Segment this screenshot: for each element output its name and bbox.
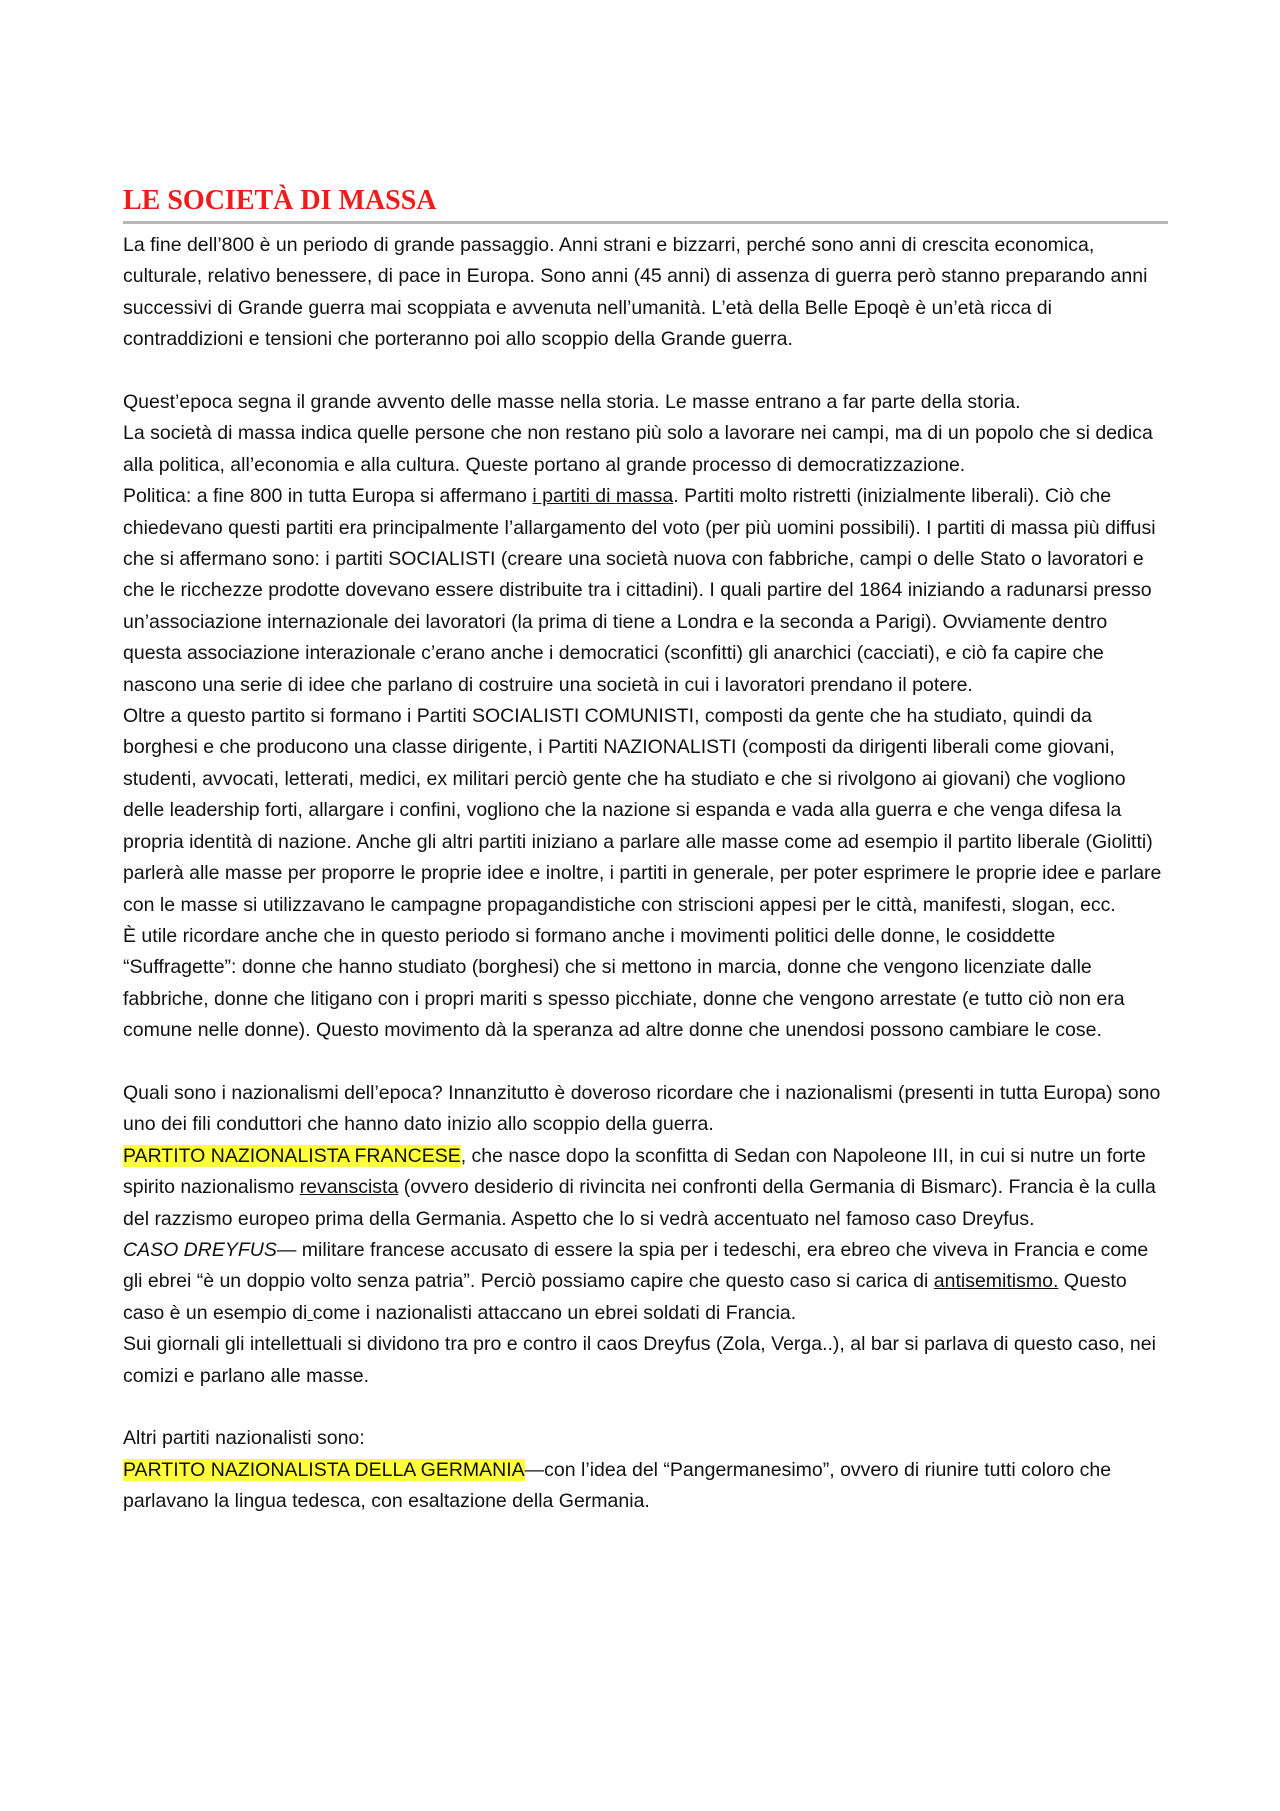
underlined-term: antisemitismo. <box>933 1270 1059 1293</box>
blank-line <box>123 1047 1168 1078</box>
text-run: . Partiti molto ristretti (inizialmente liberali). Ciò che chiedevano questi partiti era principalmente l’allargamento del voto (per più uomini possibili). I partiti di massa più diffusi che si affermano sono: i partiti SOCIALISTI (creare una società nuova con fabbriche, campi o delle Stato o lavoratori e che le ricchezze prodotte dovevano essere distribuite tra i cittadini). I quali partire del 1864 iniziando a radunarsi presso un’associazione internazionale dei lavoratori (la prima di tiene a Londra e la seconda a Parigi). Ovviamente dentro questa associazione interazionale c’erano anche i democratici (sconfitti) gli anarchici (cacciati), e ciò fa capire che nascono una serie di idee che parlano di costruire una società in cui i lavoratori prendano il potere. <box>123 485 1156 696</box>
underlined-term: revanscista <box>299 1176 399 1199</box>
text-run: — militare francese accusato di essere la spia per i tedeschi, era ebreo che viveva in Francia e come gli ebrei “è un doppio volto senza patria”. Perciò possiamo capire che questo caso si carica di <box>123 1238 1149 1293</box>
document-body <box>123 183 1168 1518</box>
blank-line <box>123 356 1168 387</box>
italic-term: CASO DREYFUS <box>123 1238 277 1261</box>
paragraph-parties: Oltre a questo partito si formano i Partiti SOCIALISTI COMUNISTI, composti da gente che ha studiato, quindi da borghesi e che producono una classe dirigente, i Partiti NAZIONALISTI (composti da dirigenti liberali come giovani, studenti, avvocati, letterati, medici, ex militari perciò gente che ha studiato e che si rivolgono ai giovani) che vogliono delle leadership forti, allargare i confini, vogliono che la nazione si espanda e vada alla guerra e che venga difesa la propria identità di nazione. Anche gli altri partiti iniziano a parlare alle masse come ad esempio il partito liberale (Giolitti) parlerà alle masse per proporre le proprie idee e inoltre, i partiti in generale, per poter esprimere le proprie idee e parlare con le masse si utilizzavano le campagne propagandistiche con striscioni appesi per le città, manifesti, slogan, ecc. <box>123 705 1162 916</box>
text-run: , che nasce dopo la sconfitta di Sedan con Napoleone III, in cui si nutre un forte spirito nazionalismo <box>123 1144 1146 1199</box>
text-run: come i nazionalisti attaccano un ebrei soldati di Francia. <box>312 1301 797 1324</box>
paragraph-newspapers: Sui giornali gli intellettuali si dividono tra pro e contro il caos Dreyfus (Zola, Verga..), al bar si parlava di questo caso, nei comizi e parlano alle masse. <box>123 1333 1156 1387</box>
paragraph-masses: Quest’epoca segna il grande avvento delle masse nella storia. Le masse entrano a far parte della storia. <box>123 391 1021 414</box>
paragraph-intro: La fine dell’800 è un periodo di grande passaggio. Anni strani e bizzarri, perché sono anni di crescita economica, culturale, relativo benessere, di pace in Europa. Sono anni (45 anni) di assenza di guerra però stanno preparando anni successivi di Grande guerra mai scoppiata e avvenuta nell’umanità. L’età della Belle Epoqè è un’età ricca di contraddizioni e tensioni che porteranno poi allo scoppio della Grande guerra. <box>123 234 1148 351</box>
paragraph-suffragettes: È utile ricordare anche che in questo periodo si formano anche i movimenti politici delle donne, le cosiddette “Suffragette”: donne che hanno studiato (borghesi) che si mettono in marcia, donne che vengono licenziate dalle fabbriche, donne che litigano con i propri mariti s spesso picchiate, donne che vengono arrestate (e tutto ciò non era comune nelle donne). Questo movimento dà la speranza ad altre donne che unendosi possono cambiare le cose. <box>123 924 1125 1042</box>
page-title: LE SOCIETÀ DI MASSA <box>123 183 1168 224</box>
underlined-term: i partiti di massa <box>532 485 674 508</box>
highlighted-heading: PARTITO NAZIONALISTA FRANCESE <box>123 1144 461 1167</box>
text-run: —con l’idea del “Pangermanesimo”, ovvero di riunire tutti coloro che parlavano la lingua tedesca, con esaltazione della Germania. <box>123 1458 1112 1513</box>
paragraph-mass-society: La società di massa indica quelle persone che non restano più solo a lavorare nei campi, ma di un popolo che si dedica alla politica, all’economia e alla cultura. Queste portano al grande processo di democratizzazione. <box>123 422 1153 476</box>
text-run: (ovvero desiderio di rivincita nei confronti della Germania di Bismarc). Francia è la culla del razzismo europeo prima della Germania. Aspetto che lo si vedrà accentuato nel famoso caso Dreyfus. <box>123 1176 1156 1230</box>
text-run: Questo caso è un esempio di <box>123 1270 1127 1324</box>
text-run: Politica: a fine 800 in tutta Europa si affermano <box>123 485 533 508</box>
highlighted-heading: PARTITO NAZIONALISTA DELLA GERMANIA <box>123 1458 525 1481</box>
paragraph-french-party <box>123 1141 1168 1235</box>
paragraph-dreyfus <box>123 1235 1168 1329</box>
paragraph-politics <box>123 481 1168 701</box>
paragraph-german-party <box>123 1455 1168 1518</box>
blank-line <box>123 1392 1168 1423</box>
paragraph-nationalisms: Quali sono i nazionalismi dell’epoca? Innanzitutto è doveroso ricordare che i nazionalismi (presenti in tutta Europa) sono uno dei fili conduttori che hanno dato inizio allo scoppio della guerra. <box>123 1081 1161 1136</box>
paragraph-other-parties: Altri partiti nazionalisti sono: <box>123 1427 365 1450</box>
